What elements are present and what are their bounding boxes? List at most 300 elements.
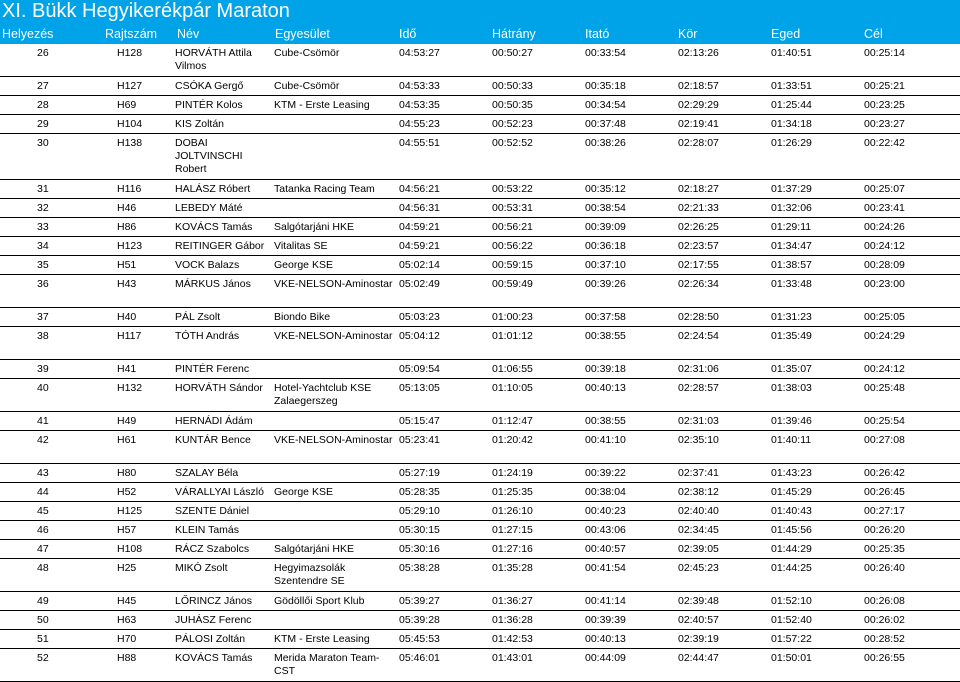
cell-finish: 00:26:08 xyxy=(864,595,905,607)
cell-behind: 01:27:15 xyxy=(492,524,533,536)
cell-club: Cube-Csömör xyxy=(274,80,340,92)
table-row xyxy=(0,199,960,218)
table-row xyxy=(0,77,960,96)
cell-time: 05:09:54 xyxy=(399,363,440,375)
cell-feed-station: 00:35:18 xyxy=(585,80,626,92)
cell-behind: 01:00:23 xyxy=(492,311,533,323)
cell-rider-name: SZENTE Dániel xyxy=(175,505,250,517)
cell-finish: 00:25:54 xyxy=(864,415,905,427)
cell-lap: 02:28:50 xyxy=(678,311,719,323)
cell-behind: 01:20:42 xyxy=(492,434,533,446)
cell-time: 05:13:05 xyxy=(399,382,440,394)
cell-rider-name: TÓTH András xyxy=(175,330,240,342)
cell-behind: 01:35:28 xyxy=(492,562,533,574)
cell-rider-name: HALÁSZ Róbert xyxy=(175,183,251,195)
table-row xyxy=(0,630,960,649)
cell-rider-name: DOBAI JOLTVINSCHI Robert xyxy=(175,137,243,175)
cell-finish: 00:24:12 xyxy=(864,363,905,375)
cell-time: 05:29:10 xyxy=(399,505,440,517)
cell-time: 04:53:27 xyxy=(399,47,440,59)
cell-bib: H88 xyxy=(117,652,137,664)
cell-position: 39 xyxy=(37,363,49,375)
table-row xyxy=(0,44,960,77)
cell-eged: 01:32:06 xyxy=(771,202,812,214)
cell-eged: 01:43:23 xyxy=(771,467,812,479)
cell-club: Hotel-Yachtclub KSE Zalaegerszeg xyxy=(274,382,372,407)
cell-eged: 01:33:48 xyxy=(771,278,812,290)
cell-eged: 01:29:11 xyxy=(771,221,812,233)
cell-time: 05:23:41 xyxy=(399,434,440,446)
cell-rider-name: LEBEDY Máté xyxy=(175,202,243,214)
cell-finish: 00:24:26 xyxy=(864,221,905,233)
cell-lap: 02:34:45 xyxy=(678,524,719,536)
cell-position: 44 xyxy=(37,486,49,498)
cell-position: 51 xyxy=(37,633,49,645)
cell-position: 46 xyxy=(37,524,49,536)
table-row xyxy=(0,218,960,237)
cell-lap: 02:40:57 xyxy=(678,614,719,626)
cell-finish: 00:27:17 xyxy=(864,505,905,517)
cell-behind: 01:26:10 xyxy=(492,505,533,517)
cell-time: 05:46:01 xyxy=(399,652,440,664)
cell-feed-station: 00:35:12 xyxy=(585,183,626,195)
cell-finish: 00:23:41 xyxy=(864,202,905,214)
column-header-time: Idő xyxy=(399,27,417,41)
cell-club: KTM - Erste Leasing xyxy=(274,99,370,111)
cell-lap: 02:37:41 xyxy=(678,467,719,479)
cell-lap: 02:39:05 xyxy=(678,543,719,555)
cell-finish: 00:23:27 xyxy=(864,118,905,130)
cell-lap: 02:18:57 xyxy=(678,80,719,92)
table-row xyxy=(0,256,960,275)
cell-time: 05:39:27 xyxy=(399,595,440,607)
cell-behind: 00:53:22 xyxy=(492,183,533,195)
cell-lap: 02:24:54 xyxy=(678,330,719,342)
cell-rider-name: VÁRALLYAI László xyxy=(175,486,264,498)
cell-lap: 02:19:41 xyxy=(678,118,719,130)
cell-rider-name: SZALAY Béla xyxy=(175,467,239,479)
cell-bib: H86 xyxy=(117,221,137,233)
table-row xyxy=(0,521,960,540)
cell-lap: 02:26:34 xyxy=(678,278,719,290)
cell-rider-name: MIKÓ Zsolt xyxy=(175,562,228,574)
column-header-club: Egyesület xyxy=(275,27,330,41)
cell-feed-station: 00:39:39 xyxy=(585,614,626,626)
cell-eged: 01:37:29 xyxy=(771,183,812,195)
column-header-position: Helyezés xyxy=(2,27,54,41)
cell-feed-station: 00:37:10 xyxy=(585,259,626,271)
cell-behind: 00:59:15 xyxy=(492,259,533,271)
cell-finish: 00:26:40 xyxy=(864,562,905,574)
cell-finish: 00:25:35 xyxy=(864,543,905,555)
cell-lap: 02:29:29 xyxy=(678,99,719,111)
table-row xyxy=(0,464,960,483)
cell-time: 05:03:23 xyxy=(399,311,440,323)
cell-bib: H127 xyxy=(117,80,143,92)
cell-feed-station: 00:41:54 xyxy=(585,562,626,574)
table-row xyxy=(0,379,960,412)
cell-lap: 02:28:57 xyxy=(678,382,719,394)
cell-position: 26 xyxy=(37,47,49,59)
cell-club: VKE-NELSON-Aminostar xyxy=(274,330,393,342)
cell-position: 29 xyxy=(37,118,49,130)
cell-behind: 01:10:05 xyxy=(492,382,533,394)
cell-lap: 02:45:23 xyxy=(678,562,719,574)
cell-lap: 02:40:40 xyxy=(678,505,719,517)
cell-lap: 02:39:19 xyxy=(678,633,719,645)
cell-time: 05:02:49 xyxy=(399,278,440,290)
cell-behind: 00:50:35 xyxy=(492,99,533,111)
table-row xyxy=(0,502,960,521)
cell-bib: H69 xyxy=(117,99,137,111)
cell-finish: 00:22:42 xyxy=(864,137,905,149)
cell-lap: 02:26:25 xyxy=(678,221,719,233)
cell-time: 04:56:31 xyxy=(399,202,440,214)
table-row xyxy=(0,308,960,327)
table-row xyxy=(0,134,960,180)
cell-feed-station: 00:37:48 xyxy=(585,118,626,130)
cell-bib: H104 xyxy=(117,118,143,130)
cell-lap: 02:38:12 xyxy=(678,486,719,498)
cell-position: 28 xyxy=(37,99,49,111)
cell-position: 36 xyxy=(37,278,49,290)
cell-position: 47 xyxy=(37,543,49,555)
cell-club: KTM - Erste Leasing xyxy=(274,633,370,645)
cell-feed-station: 00:41:10 xyxy=(585,434,626,446)
column-header-feed: Itató xyxy=(585,27,610,41)
cell-club: Vitalitas SE xyxy=(274,240,328,252)
cell-rider-name: PÁLOSI Zoltán xyxy=(175,633,246,645)
cell-eged: 01:25:44 xyxy=(771,99,812,111)
cell-eged: 01:44:25 xyxy=(771,562,812,574)
cell-bib: H25 xyxy=(117,562,137,574)
cell-rider-name: REITINGER Gábor xyxy=(175,240,265,252)
column-header-eged: Eged xyxy=(771,27,801,41)
cell-finish: 00:28:09 xyxy=(864,259,905,271)
cell-position: 42 xyxy=(37,434,49,446)
table-row xyxy=(0,327,960,360)
cell-feed-station: 00:33:54 xyxy=(585,47,626,59)
cell-feed-station: 00:40:57 xyxy=(585,543,626,555)
cell-position: 35 xyxy=(37,259,49,271)
cell-time: 04:59:21 xyxy=(399,240,440,252)
cell-eged: 01:34:18 xyxy=(771,118,812,130)
cell-rider-name: HORVÁTH Attila Vilmos xyxy=(175,47,252,72)
cell-finish: 00:25:05 xyxy=(864,311,905,323)
cell-lap: 02:17:55 xyxy=(678,259,719,271)
cell-feed-station: 00:44:09 xyxy=(585,652,626,664)
cell-time: 05:45:53 xyxy=(399,633,440,645)
cell-feed-station: 00:36:18 xyxy=(585,240,626,252)
cell-bib: H116 xyxy=(117,183,142,195)
table-row xyxy=(0,540,960,559)
cell-behind: 01:25:35 xyxy=(492,486,533,498)
cell-behind: 01:27:16 xyxy=(492,543,533,555)
cell-finish: 00:26:42 xyxy=(864,467,905,479)
results-header xyxy=(0,0,960,44)
cell-eged: 01:40:43 xyxy=(771,505,812,517)
cell-lap: 02:13:26 xyxy=(678,47,719,59)
cell-behind: 01:01:12 xyxy=(492,330,533,342)
cell-finish: 00:26:20 xyxy=(864,524,905,536)
cell-club: VKE-NELSON-Aminostar xyxy=(274,278,393,290)
cell-bib: H125 xyxy=(117,505,143,517)
cell-club: Hegyimazsolák Szentendre SE xyxy=(274,562,346,587)
column-header-name: Név xyxy=(177,27,200,41)
cell-bib: H117 xyxy=(117,330,142,342)
cell-time: 05:04:12 xyxy=(399,330,440,342)
cell-eged: 01:38:03 xyxy=(771,382,812,394)
cell-club: VKE-NELSON-Aminostar xyxy=(274,434,393,446)
cell-eged: 01:52:10 xyxy=(771,595,812,607)
cell-position: 34 xyxy=(37,240,49,252)
cell-bib: H80 xyxy=(117,467,137,479)
cell-lap: 02:23:57 xyxy=(678,240,719,252)
cell-feed-station: 00:39:18 xyxy=(585,363,626,375)
cell-behind: 01:24:19 xyxy=(492,467,533,479)
cell-time: 04:55:51 xyxy=(399,137,440,149)
cell-finish: 00:26:45 xyxy=(864,486,905,498)
cell-bib: H43 xyxy=(117,278,137,290)
cell-behind: 01:36:28 xyxy=(492,614,533,626)
cell-eged: 01:38:57 xyxy=(771,259,812,271)
cell-feed-station: 00:38:04 xyxy=(585,486,626,498)
cell-rider-name: VOCK Balazs xyxy=(175,259,240,271)
cell-time: 04:59:21 xyxy=(399,221,440,233)
cell-eged: 01:44:29 xyxy=(771,543,812,555)
table-row xyxy=(0,237,960,256)
cell-behind: 00:50:33 xyxy=(492,80,533,92)
cell-club: Gödöllői Sport Klub xyxy=(274,595,365,607)
cell-rider-name: HERNÁDI Ádám xyxy=(175,415,253,427)
cell-finish: 00:26:55 xyxy=(864,652,905,664)
cell-rider-name: KOVÁCS Tamás xyxy=(175,221,253,233)
cell-eged: 01:39:46 xyxy=(771,415,812,427)
cell-bib: H70 xyxy=(117,633,137,645)
table-row xyxy=(0,412,960,431)
cell-club: George KSE xyxy=(274,486,333,498)
cell-feed-station: 00:38:26 xyxy=(585,137,626,149)
cell-time: 05:27:19 xyxy=(399,467,440,479)
cell-position: 43 xyxy=(37,467,49,479)
cell-feed-station: 00:39:22 xyxy=(585,467,626,479)
cell-time: 05:15:47 xyxy=(399,415,440,427)
cell-eged: 01:45:29 xyxy=(771,486,812,498)
cell-time: 05:02:14 xyxy=(399,259,440,271)
cell-position: 37 xyxy=(37,311,49,323)
cell-feed-station: 00:37:58 xyxy=(585,311,626,323)
cell-behind: 00:52:23 xyxy=(492,118,533,130)
cell-eged: 01:45:56 xyxy=(771,524,812,536)
table-row xyxy=(0,431,960,464)
table-row xyxy=(0,115,960,134)
cell-eged: 01:26:29 xyxy=(771,137,812,149)
cell-behind: 00:53:31 xyxy=(492,202,533,214)
column-header-lap: Kör xyxy=(678,27,698,41)
cell-behind: 00:56:21 xyxy=(492,221,533,233)
column-header-finish: Cél xyxy=(864,27,883,41)
cell-bib: H57 xyxy=(117,524,137,536)
cell-position: 31 xyxy=(37,183,49,195)
cell-position: 40 xyxy=(37,382,49,394)
cell-bib: H138 xyxy=(117,137,143,149)
cell-lap: 02:31:03 xyxy=(678,415,719,427)
cell-feed-station: 00:40:23 xyxy=(585,505,626,517)
cell-behind: 00:50:27 xyxy=(492,47,533,59)
cell-time: 04:53:35 xyxy=(399,99,440,111)
table-row xyxy=(0,483,960,502)
cell-rider-name: PINTÉR Ferenc xyxy=(175,363,250,375)
cell-behind: 01:42:53 xyxy=(492,633,533,645)
cell-feed-station: 00:38:55 xyxy=(585,330,626,342)
cell-feed-station: 00:34:54 xyxy=(585,99,626,111)
cell-position: 48 xyxy=(37,562,49,574)
table-row xyxy=(0,649,960,682)
cell-club: George KSE xyxy=(274,259,333,271)
cell-finish: 00:27:08 xyxy=(864,434,905,446)
cell-lap: 02:44:47 xyxy=(678,652,719,664)
cell-position: 32 xyxy=(37,202,49,214)
column-header-bib: Rajtszám xyxy=(105,27,158,41)
cell-behind: 00:56:22 xyxy=(492,240,533,252)
cell-rider-name: MÁRKUS János xyxy=(175,278,251,290)
cell-time: 05:30:16 xyxy=(399,543,440,555)
cell-club: Salgótarjáni HKE xyxy=(274,221,354,233)
cell-position: 30 xyxy=(37,137,49,149)
cell-eged: 01:35:07 xyxy=(771,363,812,375)
cell-rider-name: KOVÁCS Tamás xyxy=(175,652,253,664)
cell-rider-name: HORVÁTH Sándor xyxy=(175,382,263,394)
cell-time: 05:30:15 xyxy=(399,524,440,536)
cell-bib: H51 xyxy=(117,259,137,271)
cell-bib: H52 xyxy=(117,486,137,498)
cell-lap: 02:39:48 xyxy=(678,595,719,607)
cell-rider-name: KLEIN Tamás xyxy=(175,524,239,536)
cell-club: Cube-Csömör xyxy=(274,47,340,59)
cell-finish: 00:28:52 xyxy=(864,633,905,645)
results-table xyxy=(0,44,960,682)
cell-eged: 01:31:23 xyxy=(771,311,812,323)
cell-rider-name: CSÓKA Gergő xyxy=(175,80,244,92)
cell-finish: 00:25:14 xyxy=(864,47,905,59)
cell-feed-station: 00:39:26 xyxy=(585,278,626,290)
cell-position: 45 xyxy=(37,505,49,517)
cell-club: Merida Maraton Team-CST xyxy=(274,652,380,677)
cell-finish: 00:26:02 xyxy=(864,614,905,626)
cell-club: Salgótarjáni HKE xyxy=(274,543,354,555)
cell-eged: 01:40:51 xyxy=(771,47,812,59)
cell-finish: 00:23:00 xyxy=(864,278,905,290)
cell-bib: H41 xyxy=(117,363,137,375)
cell-rider-name: KIS Zoltán xyxy=(175,118,225,130)
cell-rider-name: RÁCZ Szabolcs xyxy=(175,543,250,555)
cell-feed-station: 00:41:14 xyxy=(585,595,626,607)
cell-rider-name: JUHÁSZ Ferenc xyxy=(175,614,252,626)
cell-bib: H123 xyxy=(117,240,143,252)
cell-feed-station: 00:40:13 xyxy=(585,633,626,645)
cell-eged: 01:50:01 xyxy=(771,652,812,664)
cell-bib: H49 xyxy=(117,415,137,427)
table-row xyxy=(0,592,960,611)
cell-behind: 01:06:55 xyxy=(492,363,533,375)
cell-rider-name: KUNTÁR Bence xyxy=(175,434,251,446)
table-row xyxy=(0,96,960,115)
table-row xyxy=(0,360,960,379)
cell-bib: H132 xyxy=(117,382,143,394)
cell-position: 49 xyxy=(37,595,49,607)
cell-feed-station: 00:38:55 xyxy=(585,415,626,427)
cell-time: 04:53:33 xyxy=(399,80,440,92)
cell-behind: 01:36:27 xyxy=(492,595,533,607)
cell-behind: 00:52:52 xyxy=(492,137,533,149)
cell-feed-station: 00:39:09 xyxy=(585,221,626,233)
cell-eged: 01:35:49 xyxy=(771,330,812,342)
cell-rider-name: LŐRINCZ János xyxy=(175,595,253,607)
cell-lap: 02:28:07 xyxy=(678,137,719,149)
cell-feed-station: 00:38:54 xyxy=(585,202,626,214)
cell-bib: H61 xyxy=(117,434,137,446)
cell-finish: 00:24:12 xyxy=(864,240,905,252)
cell-bib: H63 xyxy=(117,614,137,626)
cell-finish: 00:25:07 xyxy=(864,183,905,195)
cell-finish: 00:24:29 xyxy=(864,330,905,342)
cell-club: Biondo Bike xyxy=(274,311,331,323)
cell-time: 05:39:28 xyxy=(399,614,440,626)
cell-lap: 02:21:33 xyxy=(678,202,719,214)
cell-eged: 01:40:11 xyxy=(771,434,812,446)
cell-bib: H108 xyxy=(117,543,143,555)
cell-eged: 01:33:51 xyxy=(771,80,812,92)
cell-position: 52 xyxy=(37,652,49,664)
cell-bib: H40 xyxy=(117,311,137,323)
cell-lap: 02:31:06 xyxy=(678,363,719,375)
cell-behind: 00:59:49 xyxy=(492,278,533,290)
cell-position: 50 xyxy=(37,614,49,626)
cell-finish: 00:23:25 xyxy=(864,99,905,111)
cell-time: 04:55:23 xyxy=(399,118,440,130)
cell-lap: 02:35:10 xyxy=(678,434,719,446)
cell-behind: 01:43:01 xyxy=(492,652,533,664)
cell-eged: 01:34:47 xyxy=(771,240,812,252)
table-row xyxy=(0,180,960,199)
table-row xyxy=(0,611,960,630)
cell-bib: H128 xyxy=(117,47,143,59)
cell-feed-station: 00:40:13 xyxy=(585,382,626,394)
column-header-behind: Hátrány xyxy=(492,27,536,41)
cell-club: Tatanka Racing Team xyxy=(274,183,375,195)
cell-finish: 00:25:48 xyxy=(864,382,905,394)
cell-feed-station: 00:43:06 xyxy=(585,524,626,536)
cell-time: 04:56:21 xyxy=(399,183,440,195)
cell-time: 05:38:28 xyxy=(399,562,440,574)
cell-finish: 00:25:21 xyxy=(864,80,905,92)
cell-eged: 01:52:40 xyxy=(771,614,812,626)
cell-eged: 01:57:22 xyxy=(771,633,812,645)
page-title: XI. Bükk Hegyikerékpár Maraton xyxy=(2,0,290,22)
cell-position: 38 xyxy=(37,330,49,342)
table-row xyxy=(0,559,960,592)
cell-rider-name: PÁL Zsolt xyxy=(175,311,221,323)
table-row xyxy=(0,275,960,308)
cell-bib: H46 xyxy=(117,202,137,214)
cell-position: 41 xyxy=(37,415,49,427)
cell-time: 05:28:35 xyxy=(399,486,440,498)
cell-behind: 01:12:47 xyxy=(492,415,533,427)
cell-lap: 02:18:27 xyxy=(678,183,719,195)
cell-position: 33 xyxy=(37,221,49,233)
cell-bib: H45 xyxy=(117,595,137,607)
cell-rider-name: PINTÉR Kolos xyxy=(175,99,243,111)
